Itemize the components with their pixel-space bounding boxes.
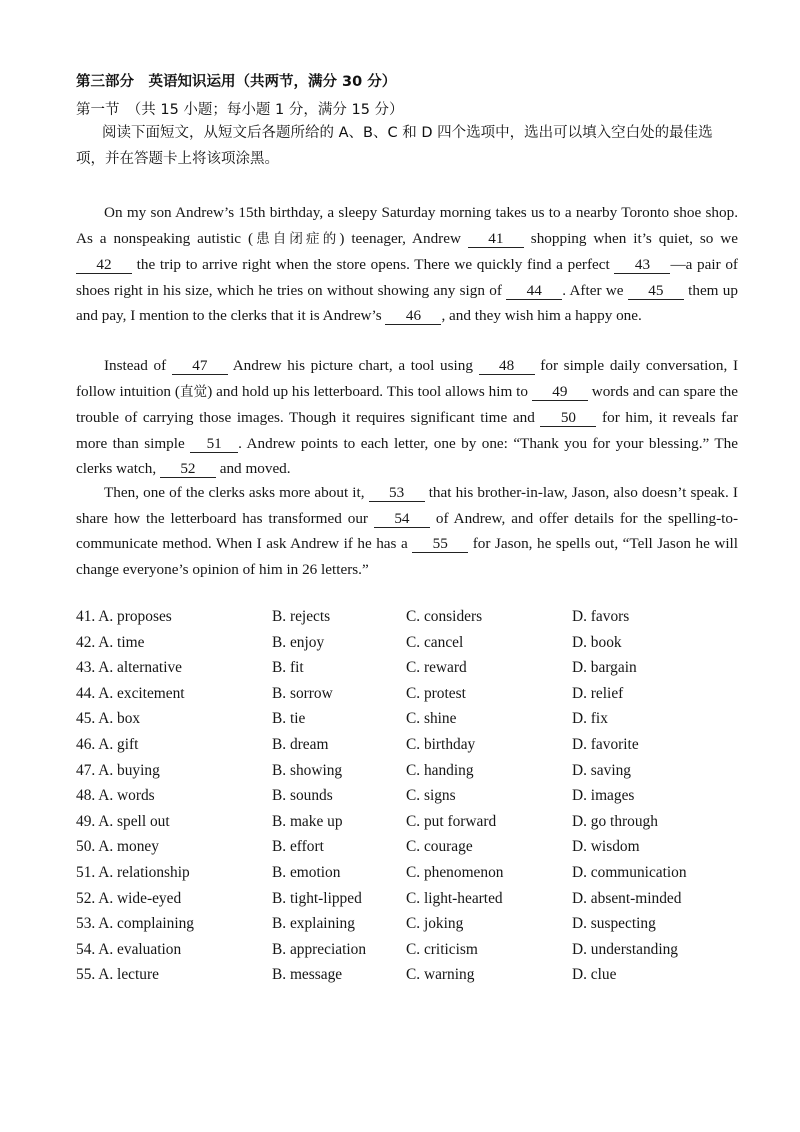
- option-b: B. enjoy: [272, 633, 325, 651]
- option-b: B. emotion: [272, 863, 341, 881]
- passage-paragraph-2: [76, 353, 738, 482]
- option-b: B. tie: [272, 710, 306, 728]
- passage-text: them up and pay, I mention to the clerks that it is Andrew’s: [76, 281, 738, 324]
- option-a: 42. A. time: [76, 633, 145, 651]
- passage-text: for Jason, he spells out, “Tell Jason he will change everyone’s opinion of him in 26 letters.”: [76, 535, 738, 578]
- option-a: 52. A. wide-eyed: [76, 889, 182, 907]
- blank-42: 42: [76, 256, 132, 274]
- option-row-48: [76, 787, 776, 813]
- option-a: 50. A. money: [76, 838, 159, 856]
- blank-49: 49: [532, 383, 588, 401]
- passage-text: . After we: [562, 281, 628, 299]
- option-c: C. shine: [406, 710, 457, 728]
- option-b: B. explaining: [272, 915, 355, 933]
- section-title: 第三部分 英语知识运用（共两节，满分 30 分）: [76, 74, 397, 90]
- option-b: B. rejects: [272, 608, 331, 625]
- blank-54: 54: [374, 510, 430, 528]
- passage-text: and moved.: [215, 460, 291, 477]
- option-c: C. handing: [406, 761, 474, 779]
- option-d: D. bargain: [572, 659, 637, 677]
- chinese-gloss: 直觉: [179, 383, 208, 400]
- passage-text: Andrew his picture chart, a tool using: [227, 357, 479, 374]
- option-b: B. message: [272, 966, 343, 984]
- option-c: C. considers: [406, 608, 483, 625]
- option-row-55: [76, 966, 776, 992]
- blank-41: 41: [468, 230, 524, 248]
- option-d: D. suspecting: [572, 915, 656, 933]
- option-row-52: [76, 890, 776, 916]
- option-d: D. go through: [572, 812, 658, 830]
- option-row-44: [76, 685, 776, 711]
- option-a: 54. A. evaluation: [76, 940, 182, 958]
- passage-text: On my son Andrew’s 15th birthday, a sleepy Saturday morning takes us to a nearby Toronto shoe shop. As a nonspeaking autistic (: [76, 204, 738, 247]
- option-a: 49. A. spell out: [76, 812, 170, 830]
- option-d: D. favorite: [572, 735, 639, 753]
- option-row-49: [76, 813, 776, 839]
- passage-text: of Andrew, and offer details for the spelling-to-communicate method. When I ask Andrew if he has a: [76, 509, 738, 552]
- option-b: B. make up: [272, 812, 343, 830]
- option-c: C. protest: [406, 684, 466, 702]
- passage-text: ) and hold up his letterboard. This tool allows him to: [207, 382, 532, 400]
- option-c: C. warning: [406, 966, 475, 984]
- passage-text: . Andrew points to each letter, one by one: “Thank you for your blessing.” The clerks watch,: [76, 434, 738, 477]
- option-b: B. dream: [272, 735, 329, 753]
- option-d: D. saving: [572, 761, 631, 779]
- passage-text: that his brother-in-law, Jason, also doesn’t speak. I share how the letterboard has transformed our: [76, 484, 738, 527]
- option-row-46: [76, 736, 776, 762]
- option-row-45: [76, 710, 776, 736]
- instructions: 阅读下面短文，从短文后各题所给的 A、B、C 和 D 四个选项中，选出可以填入空白处的最佳选项，并在答题卡上将该项涂黑。: [76, 125, 713, 167]
- blank-45: 45: [628, 282, 684, 300]
- option-d: D. favors: [572, 608, 630, 625]
- option-d: D. book: [572, 633, 622, 651]
- passage-text: words and can spare the trouble of carrying those images. Though it requires significant time and: [76, 382, 739, 426]
- passage-text: Instead of: [104, 357, 172, 374]
- option-a: 46. A. gift: [76, 735, 139, 753]
- blank-46: 46: [385, 307, 441, 325]
- option-d: D. fix: [572, 710, 608, 728]
- option-c: C. light-hearted: [406, 889, 503, 907]
- passage-text: the trip to arrive right when the store opens. There we quickly find a perfect: [132, 256, 615, 273]
- option-d: D. images: [572, 787, 635, 805]
- option-c: C. criticism: [406, 940, 478, 958]
- option-a: 43. A. alternative: [76, 659, 182, 677]
- passage-paragraph-3: [76, 480, 738, 582]
- option-d: D. relief: [572, 684, 624, 702]
- option-a: 53. A. complaining: [76, 915, 194, 933]
- passage-text: ) teenager, Andrew: [339, 229, 468, 247]
- option-b: B. effort: [272, 838, 324, 856]
- option-a: 44. A. excitement: [76, 684, 185, 702]
- blank-43: 43: [614, 256, 670, 274]
- chinese-gloss: 患自闭症的: [253, 230, 340, 247]
- blank-48: 48: [479, 357, 535, 375]
- option-d: D. wisdom: [572, 838, 640, 856]
- option-row-51: [76, 864, 776, 890]
- blank-51: 51: [190, 435, 238, 453]
- option-b: B. appreciation: [272, 940, 367, 958]
- blank-52: 52: [160, 460, 216, 478]
- passage-text: , and they wish him a happy one.: [441, 307, 642, 324]
- option-c: C. birthday: [406, 735, 476, 753]
- passage-text: shopping when it’s quiet, so we: [523, 229, 738, 247]
- option-row-54: [76, 941, 776, 967]
- option-b: B. showing: [272, 761, 343, 779]
- option-c: C. phenomenon: [406, 863, 504, 881]
- option-a: 51. A. relationship: [76, 863, 190, 881]
- blank-50: 50: [540, 409, 596, 427]
- option-b: B. tight-lipped: [272, 889, 362, 907]
- option-row-41: [76, 608, 776, 634]
- blank-55: 55: [412, 535, 468, 553]
- blank-44: 44: [506, 282, 562, 300]
- option-d: D. clue: [572, 966, 617, 984]
- option-a: 48. A. words: [76, 787, 155, 805]
- answer-options: [76, 608, 776, 992]
- blank-47: 47: [172, 357, 228, 375]
- passage-text: —a pair of shoes right in his size, which he tries on without showing any sign of: [76, 256, 738, 299]
- subsection-title: 第一节 （共 15 小题；每小题 1 分，满分 15 分）: [76, 102, 404, 118]
- passage-paragraph-1: [76, 200, 738, 329]
- option-c: C. reward: [406, 659, 467, 677]
- option-d: D. absent-minded: [572, 889, 682, 907]
- option-row-43: [76, 659, 776, 685]
- option-c: C. signs: [406, 787, 456, 805]
- passage-text: for simple daily conversation, I follow intuition (: [76, 357, 739, 400]
- option-row-50: [76, 838, 776, 864]
- option-b: B. sounds: [272, 787, 333, 805]
- passage-text: for him, it reveals far more than simple: [76, 409, 738, 452]
- option-row-42: [76, 634, 776, 660]
- option-d: D. communication: [572, 863, 687, 881]
- blank-53: 53: [369, 484, 425, 502]
- option-a: 47. A. buying: [76, 761, 160, 779]
- option-a: 41. A. proposes: [76, 608, 172, 625]
- option-c: C. put forward: [406, 812, 497, 830]
- option-c: C. joking: [406, 915, 464, 933]
- option-d: D. understanding: [572, 940, 679, 958]
- option-c: C. courage: [406, 838, 473, 856]
- option-row-53: [76, 915, 776, 941]
- option-a: 45. A. box: [76, 710, 141, 728]
- option-row-47: [76, 762, 776, 788]
- option-b: B. fit: [272, 659, 304, 677]
- option-b: B. sorrow: [272, 684, 333, 702]
- passage-text: Then, one of the clerks asks more about it,: [104, 484, 369, 501]
- option-c: C. cancel: [406, 633, 464, 651]
- option-a: 55. A. lecture: [76, 966, 159, 984]
